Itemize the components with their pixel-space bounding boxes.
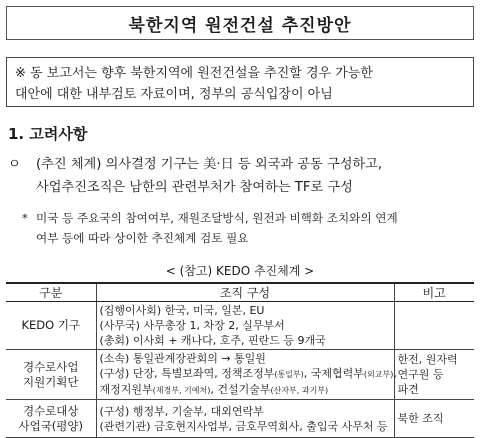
document-title bbox=[6, 6, 474, 40]
dept-line: 경수로사업 bbox=[22, 359, 79, 374]
bullet-mark: ㅇ bbox=[8, 157, 21, 172]
footnote-line-1: 미국 등 주요국의 참여여부, 재원조달방식, 원전과 비핵화 조치와의 연계 bbox=[36, 211, 398, 225]
row-dept bbox=[6, 350, 96, 400]
document-title-text: 북한지역 원전건설 추진방안 bbox=[128, 15, 352, 36]
table-caption: < (참고) KEDO 추진체계 > bbox=[165, 264, 315, 278]
footnote-mark: * bbox=[22, 211, 28, 225]
org-subnote: (외교부) bbox=[363, 370, 394, 379]
footnote-item bbox=[22, 208, 474, 248]
row-note: 북한 조직 bbox=[394, 400, 474, 438]
dept-line: 사업국(평양) bbox=[18, 418, 84, 433]
org-line: (집행이사회) 한국, 미국, 일본, EU bbox=[99, 304, 265, 317]
note-line: 한전, 원자력 bbox=[397, 353, 458, 366]
row-org bbox=[96, 350, 397, 400]
header-note: 비고 bbox=[394, 283, 474, 302]
org-line: (사무국) 사무총장 1, 차장 2, 실무부서 bbox=[99, 319, 285, 332]
org-line: (소속) 통일관계장관회의 → 통일원 bbox=[99, 352, 266, 365]
note-line: 연구원 등 bbox=[397, 368, 444, 381]
table-header-row bbox=[6, 283, 474, 302]
table-row bbox=[6, 302, 474, 350]
row-org bbox=[96, 400, 394, 438]
row-note bbox=[394, 302, 474, 350]
kedo-structure-table bbox=[6, 282, 474, 438]
bullet-line-1: (추진 체계) 의사결정 기구는 美·日 등 외국과 공동 구성하고, bbox=[36, 157, 383, 172]
table-row bbox=[6, 400, 474, 438]
org-text: 재정지원부 bbox=[99, 383, 153, 396]
footnote-line-2: 여부 등에 따라 상이한 추진체계 검토 필요 bbox=[36, 231, 249, 245]
table-row bbox=[6, 350, 474, 400]
org-subnote: (통일부) bbox=[274, 370, 304, 379]
dept-line: 지원기획단 bbox=[22, 374, 79, 389]
row-note bbox=[394, 350, 474, 400]
org-text: , bbox=[393, 367, 397, 380]
org-line bbox=[100, 382, 391, 398]
row-org bbox=[96, 302, 394, 350]
note-line: 파견 bbox=[397, 383, 419, 396]
bullet-item-governance bbox=[8, 153, 473, 199]
disclaimer-line-1: ※ 동 보고서는 향후 북한지역에 원전건설을 추진할 경우 가능한 bbox=[15, 66, 373, 81]
disclaimer-box bbox=[6, 57, 474, 107]
dept-line: 경수로대상 bbox=[22, 403, 79, 418]
header-org: 조직 구성 bbox=[96, 283, 394, 302]
org-subnote: (산자부, 과기부) bbox=[270, 386, 329, 395]
org-line bbox=[99, 366, 397, 382]
org-line: (총회) 이사회 + 캐나다, 호주, 핀란드 등 9개국 bbox=[99, 334, 326, 347]
bullet-line-2: 사업추진조직은 남한의 관련부처가 참여하는 TF로 구성 bbox=[36, 180, 353, 195]
org-text: , 국제협력부 bbox=[303, 367, 364, 380]
org-text: , 건설기술부 bbox=[210, 383, 271, 396]
org-subnote: (재경부, 기예처) bbox=[152, 386, 211, 395]
disclaimer-line-2: 대안에 대한 내부검토 자료이며, 정부의 공식입장이 아님 bbox=[15, 87, 333, 102]
section-heading: 1. 고려사항 bbox=[8, 125, 88, 143]
org-line: (관련기관) 금호현지사업부, 금호무역회사, 출입국 사무처 등 bbox=[99, 419, 388, 433]
org-line: (구성) 행정부, 기술부, 대외연락부 bbox=[99, 404, 264, 418]
row-dept: KEDO 기구 bbox=[6, 302, 96, 350]
header-dept: 구분 bbox=[6, 283, 96, 302]
row-dept bbox=[6, 400, 96, 438]
org-text: (구성) 단장, 특별보좌역, 정책조정부 bbox=[99, 367, 275, 380]
